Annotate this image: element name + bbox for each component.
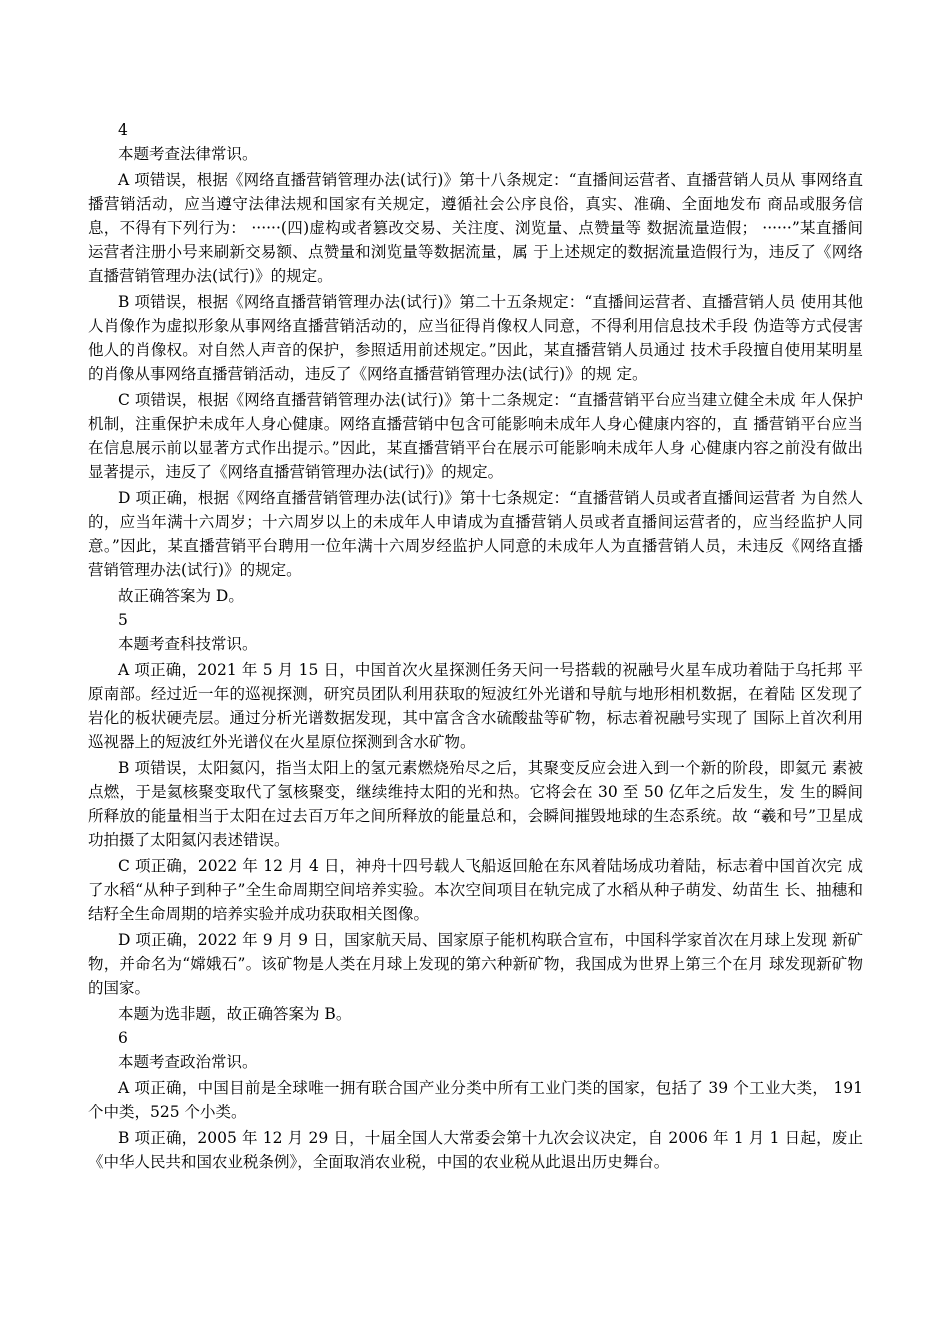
topic-line: 本题考查政治常识。 xyxy=(118,1053,258,1071)
question-number: 4 xyxy=(118,121,128,139)
topic-line: 本题考查法律常识。 xyxy=(118,145,258,163)
option-b-explanation: B 项错误，太阳氦闪，指当太阳上的氢元素燃烧殆尽之后，其聚变反应会进入到一个新的阶段，即氦元 素被点燃，于是氦核聚变取代了氢核聚变，继续维持太阳的光和热。它将会在 30 至 50 亿年之后发生，发 生的瞬间所释放的能量相当于太阳在过去百万年之间所释放的能量总和，会瞬间摧毁地球的生态系统。故 “羲和号”卫星成功拍摄了太阳氦闪表述错误。 xyxy=(88,759,863,849)
option-c-explanation: C 项正确，2022 年 12 月 4 日，神舟十四号载人飞船返回舱在东风着陆场成功着陆，标志着中国首次完 成了水稻“从种子到种子”全生命周期空间培养实验。本次空间项目在轨完成了水稻从种子萌发、幼苗生 长、抽穗和结籽全生命周期的培养实验并成功获取相关图像。 xyxy=(88,857,863,923)
question-5-section xyxy=(88,608,863,1026)
option-a-explanation: A 项正确，中国目前是全球唯一拥有联合国产业分类中所有工业门类的国家，包括了 39 个工业大类， 191 个中类，525 个小类。 xyxy=(88,1079,863,1121)
option-d-explanation: D 项正确，根据《网络直播营销管理办法(试行)》第十七条规定：“直播营销人员或者直播间运营者 为自然人的，应当年满十六周岁；十六周岁以上的未成年人申请成为直播营销人员或者直播间运营者的，应当经监护人同意。”因此，某直播营销平台聘用一位年满十六周岁经监护人同意的未成年人为直播营销人员，未违反《网络直播营销管理办法(试行)》的规定。 xyxy=(88,489,863,579)
option-d-explanation: D 项正确，2022 年 9 月 9 日，国家航天局、国家原子能机构联合宣布，中国科学家首次在月球上发现 新矿物，并命名为“嫦娥石”。该矿物是人类在月球上发现的第六种新矿物，我国成为世界上第三个在月 球发现新矿物的国家。 xyxy=(88,931,863,997)
option-a-explanation: A 项正确，2021 年 5 月 15 日，中国首次火星探测任务天问一号搭载的祝融号火星车成功着陆于乌托邦 平原南部。经过近一年的巡视探测，研究员团队利用获取的短波红外光谱和导航与地形相机数据，在着陆 区发现了岩化的板状硬壳层。通过分析光谱数据发现，其中富含含水硫酸盐等矿物，标志着祝融号实现了 国际上首次利用巡视器上的短波红外光谱仪在火星原位探测到含水矿物。 xyxy=(88,661,863,751)
answer-line: 故正确答案为 D。 xyxy=(118,587,244,605)
option-b-explanation: B 项错误，根据《网络直播营销管理办法(试行)》第二十五条规定：“直播间运营者、直播营销人员 使用其他人肖像作为虚拟形象从事网络直播营销活动的，应当征得肖像权人同意，不得利用信息技术手段 伪造等方式侵害他人的肖像权。对自然人声音的保护，参照适用前述规定。”因此，某直播营销人员通过 技术手段擅自使用某明星的肖像从事网络直播营销活动，违反了《网络直播营销管理办法(试行)》的规 定。 xyxy=(88,293,863,383)
option-a-explanation: A 项错误，根据《网络直播营销管理办法(试行)》第十八条规定：“直播间运营者、直播营销人员从 事网络直播营销活动，应当遵守法律法规和国家有关规定，遵循社会公序良俗，真实、准确、全面地发布 商品或服务信息，不得有下列行为： ······(四)虚构或者篡改交易、关注度、浏览量、点赞量等 数据流量造假； ······”某直播间运营者注册小号来刷新交易额、点赞量和浏览量等数据流量，属 于上述规定的数据流量造假行为，违反了《网络直播营销管理办法(试行)》的规定。 xyxy=(88,171,863,285)
question-number: 5 xyxy=(118,611,128,629)
topic-line: 本题考查科技常识。 xyxy=(118,635,258,653)
question-4-section xyxy=(88,118,863,608)
question-6-section xyxy=(88,1026,863,1174)
option-b-explanation: B 项正确，2005 年 12 月 29 日，十届全国人大常委会第十九次会议决定，自 2006 年 1 月 1 日起，废止 《中华人民共和国农业税条例》，全面取消农业税，中国的农业税从此退出历史舞台。 xyxy=(88,1129,863,1171)
question-number: 6 xyxy=(118,1029,128,1047)
answer-line: 本题为选非题，故正确答案为 B。 xyxy=(118,1005,352,1023)
answer-explanations xyxy=(88,118,863,1176)
option-c-explanation: C 项错误，根据《网络直播营销管理办法(试行)》第十二条规定：“直播营销平台应当建立健全未成 年人保护机制，注重保护未成年人身心健康。网络直播营销中包含可能影响未成年人身心健康内容的，直 播营销平台应当在信息展示前以显著方式作出提示。”因此，某直播营销平台在展示可能影响未成年人身 心健康内容之前没有做出显著提示，违反了《网络直播营销管理办法(试行)》的规定。 xyxy=(88,391,863,481)
